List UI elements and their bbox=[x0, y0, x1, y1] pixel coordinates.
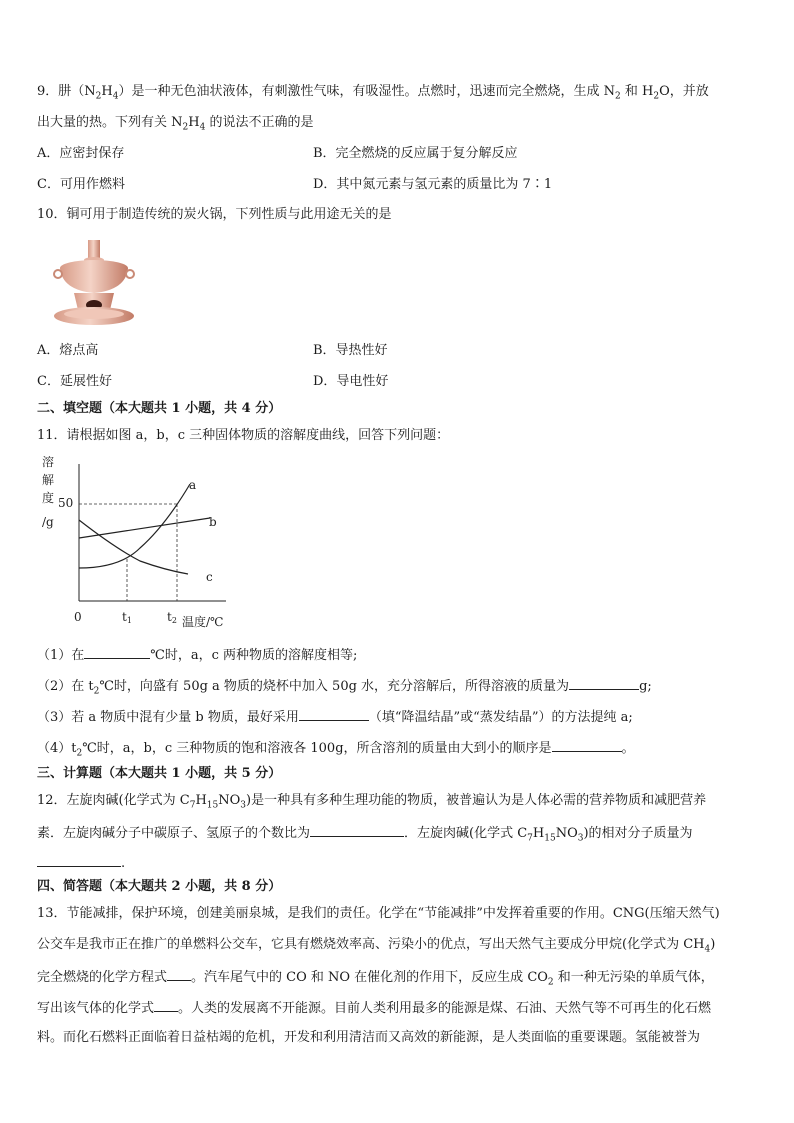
answer-blank[interactable] bbox=[310, 822, 404, 837]
q12-line1: 12．左旋肉碱(化学式为 $C_7H_{15}NO_3$)是一种具有多种生理功能的物质，被普遍认为是人体必需的营养物质和减肥营养 bbox=[37, 793, 707, 811]
series-label-b: b bbox=[209, 515, 217, 529]
answer-blank[interactable] bbox=[167, 966, 191, 981]
curve-a bbox=[79, 484, 190, 568]
x-tick-t1: t1 bbox=[122, 610, 132, 625]
q9-option-b[interactable]: B．完全燃烧的反应属于复分解反应 bbox=[313, 146, 518, 161]
q13-line4: 写出该气体的化学式 。人类的发展离不开能源。目前人类利用最多的能源是煤、石油、天然气等不可再生的化石燃 bbox=[37, 997, 711, 1019]
q13-line1: 13．节能减排，保护环境，创建美丽泉城，是我们的责任。化学在“节能减排”中发挥着重要的作用。CNG(压缩天然气) bbox=[37, 906, 720, 921]
q10-option-d[interactable]: D．导电性好 bbox=[313, 374, 389, 389]
y-tick-50: 50 bbox=[58, 496, 74, 510]
q10-stem: 10．铜可用于制造传统的炭火锅，下列性质与此用途无关的是 bbox=[37, 207, 392, 222]
answer-blank[interactable] bbox=[84, 644, 150, 659]
series-label-c: c bbox=[206, 570, 213, 584]
q12-line2: 素．左旋肉碱分子中碳原子、氢原子的个数比为 ．左旋肉碱(化学式 $C_7H_{15}NO_3$)的相对分子质量为 bbox=[37, 822, 693, 844]
x-tick-0: 0 bbox=[74, 610, 82, 624]
y-axis-label-char-1: 溶 bbox=[42, 456, 55, 469]
q9-line1: 9．肼$(N_2H_4)$是一种无色油状液体，有刺激性气味，有吸湿性。点燃时，迅速而完全燃烧，生成 $N_2$ 和 $H_2O$，并放 bbox=[37, 84, 709, 102]
curve-c bbox=[79, 520, 188, 574]
answer-blank[interactable] bbox=[552, 737, 622, 752]
q10-option-c[interactable]: C．延展性好 bbox=[37, 374, 112, 389]
x-tick-t2: t2 bbox=[167, 610, 177, 625]
q9-line2: 出大量的热。下列有关 $N_2H_4$ 的说法不正确的是 bbox=[37, 115, 314, 133]
q11-part1: （1）在 ℃时，a，c 两种物质的溶解度相等; bbox=[37, 644, 357, 666]
section-heading-fill-in: 二、填空题（本大题共 1 小题，共 4 分） bbox=[37, 401, 282, 416]
y-axis-label-unit: /g bbox=[42, 515, 54, 529]
copper-hotpot-image bbox=[44, 238, 144, 328]
section-heading-calculation: 三、计算题（本大题共 1 小题，共 5 分） bbox=[37, 766, 282, 781]
solubility-chart bbox=[40, 456, 240, 636]
series-label-a: a bbox=[189, 478, 197, 492]
x-axis-label: 温度/℃ bbox=[182, 615, 224, 629]
y-axis-label-char-2: 解 bbox=[42, 473, 55, 487]
answer-blank[interactable] bbox=[299, 706, 369, 721]
q11-stem: 11．请根据如图 a，b，c 三种固体物质的溶解度曲线，回答下列问题： bbox=[37, 428, 450, 443]
answer-blank[interactable] bbox=[154, 997, 178, 1012]
answer-blank[interactable] bbox=[37, 852, 121, 867]
q9-option-c[interactable]: C．可用作燃料 bbox=[37, 177, 125, 192]
q13-line3: 完全燃烧的化学方程式 。汽车尾气中的 CO 和 NO 在催化剂的作用下，反应生成 $CO_2$ 和一种无污染的单质气体， bbox=[37, 966, 714, 988]
q11-part3: （3）若 a 物质中混有少量 b 物质，最好采用 （填“降温结晶”或“蒸发结晶”）的方法提纯 a; bbox=[37, 706, 633, 728]
q9-option-a[interactable]: A．应密封保存 bbox=[37, 146, 125, 161]
section-heading-short-answer: 四、简答题（本大题共 2 小题，共 8 分） bbox=[37, 879, 282, 894]
q13-line2: 公交车是我市正在推广的单燃料公交车，它具有燃烧效率高、污染小的优点，写出天然气主要成分甲烷(化学式为 $CH_4$) bbox=[37, 937, 716, 955]
q12-line3: . bbox=[37, 852, 125, 874]
q9-option-d[interactable]: D．其中氮元素与氢元素的质量比为 7∶1 bbox=[313, 177, 553, 192]
q13-line5: 料。而化石燃料正面临着日益枯竭的危机，开发和利用清洁而又高效的新能源，是人类面临的重要课题。氢能被誉为 bbox=[37, 1030, 701, 1045]
q10-option-b[interactable]: B．导热性好 bbox=[313, 343, 388, 358]
y-axis-label-char-3: 度 bbox=[42, 491, 55, 505]
answer-blank[interactable] bbox=[569, 675, 639, 690]
q11-part2: （2）在 $t_2℃$时，向盛有 50g a 物质的烧杯中加入 50g 水，充分溶解后，所得溶液的质量为 g; bbox=[37, 675, 652, 697]
q11-part4: $(4)t_2℃$时，a，b，c 三种物质的饱和溶液各 100g，所含溶剂的质量由大到小的顺序是 。 bbox=[37, 737, 635, 759]
q10-option-a[interactable]: A．熔点高 bbox=[37, 343, 99, 358]
